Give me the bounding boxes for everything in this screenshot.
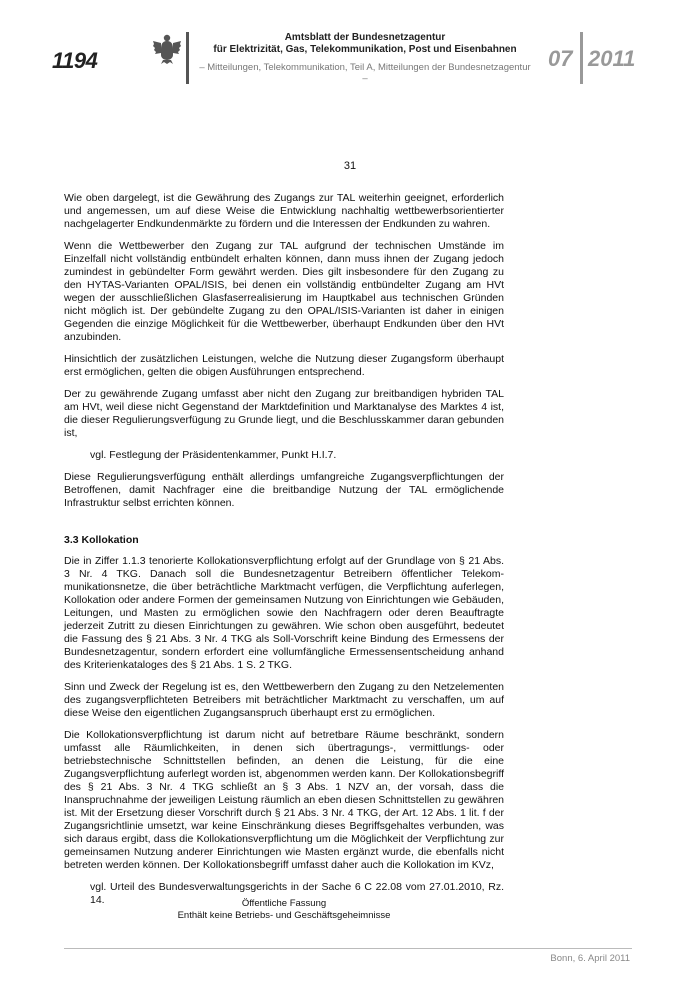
footer-note xyxy=(0,898,568,922)
section-heading: 3.3 Kollokation xyxy=(64,534,139,546)
page-number: 1194 xyxy=(52,48,98,73)
footer-line-no-secrets: Enthält keine Betriebs- und Geschäftsgeheimnisse xyxy=(177,910,391,921)
federal-eagle-icon xyxy=(152,33,182,65)
issue-number: 07 xyxy=(548,46,573,71)
issue-divider xyxy=(580,32,583,84)
paragraph: Wie oben dargelegt, ist die Gewährung des Zugangs zur TAL weiterhin geeignet, erforderlich und angemessen, um auf diese Weise die Entwicklung nachhaltig wettbewerbsorientierter nachgelagerter Endkundenmärkte zu fördern und die Interessen der Endkunden zu wahren. xyxy=(64,192,504,230)
paragraph: Der zu gewährende Zugang umfasst aber nicht den Zugang zur breitbandigen hybriden TAL am HVt, weil diese nicht Gegenstand der Marktdefinition und Marktanalyse des Marktes 4 ist, die dieser Regulierungsverfügung zu Grunde liegt, und die Beschlusskammer daran gebunden ist, xyxy=(64,388,504,439)
document-page-number: 31 xyxy=(343,160,357,172)
paragraph: Diese Regulierungsverfügung enthält allerdings umfangreiche Zugangsverpflichtungen der Betroffenen, damit Nachfrager eine die breitbandige Nutzung der TAL ermöglichende Infrastruktur selbst errichten können. xyxy=(64,471,504,509)
paragraph: Die in Ziffer 1.1.3 tenorierte Kollokationsverpflichtung erfolgt auf der Grundlage von § 21 Abs. 3 Nr. 4 TKG. Danach soll die Bundesnetzagentur Betreibern öffentlicher Telekom-munikationsnetze, die über beträchtliche Marktmacht verfügen, die Verpflichtung auferlegen, Kollokation oder andere Formen der gemeinsamen Nutzung von Einrichtungen wie Gebäuden, Leitungen, und Masten zu ermöglichen sowie den Nachfragern oder deren Beauftragte jederzeit Zutritt zu diesen Einrichtungen zu gewähren. Wie schon oben ausgeführt, bedeutet die Fassung des § 21 Abs. 3 Nr. 4 TKG als Soll-Vorschrift keine Bindung des Ermessens der Bundesnetzagentur, sondern erfordert eine vollumfängliche Ermessensentscheidung anhand des Kriterienkataloges des § 21 Abs. 1 S. 2 TKG. xyxy=(64,555,504,671)
paragraph: Wenn die Wettbewerber den Zugang zur TAL aufgrund der technischen Umstände im Einzelfall nicht vollständig entbündelt erhalten können, dann muss ihnen der Zugang jedoch zumindest in gebündelter Form gewährt werden. Dies gilt insbesondere für den Zugang zu den HYTAS-Varianten OPAL/ISIS, bei denen ein vollständig entbündelter Zugang am HVt wegen der ausschließlichen Glasfaserrealisierung im Hauptkabel aus technischen Gründen nicht möglich ist. Der gebündelte Zugang zu den OPAL/ISIS-Varianten ist daher in einigen Gegenden die einzige Möglichkeit für die Wettbewerber, überhaupt Endkunden über den HVt anzubinden. xyxy=(64,240,504,343)
gazette-title-line2: für Elektrizität, Gas, Telekommunikation, Post und Eisenbahnen xyxy=(213,44,517,55)
footer-line-public-version: Öffentliche Fassung xyxy=(241,898,327,909)
paragraph: Hinsichtlich der zusätzlichen Leistungen, welche die Nutzung dieser Zugangsform überhaupt erst ermöglichen, gelten die obigen Ausführungen entsprechend. xyxy=(64,353,504,378)
gazette-title-line1: Amtsblatt der Bundesnetzagentur xyxy=(284,32,446,43)
gazette-title xyxy=(196,32,534,56)
issue-year: 2011 xyxy=(588,46,636,71)
paragraph: Die Kollokationsverpflichtung ist darum nicht auf betretbare Räume beschränkt, sondern umfasst alle Räumlichkeiten, in denen sich übertragungs-, vermittlungs- oder betriebstechnische Schnittstellen befinden, an denen die Leistung, für die eine Zugangsverpflichtung auferlegt worden ist, abgenommen werden kann. Der Kollokationsbegriff des § 21 Abs. 3 Nr. 4 TKG schließt an § 3 Abs. 1 NZV an, der vorsah, dass die Inanspruchnahme der jeweiligen Leistung räumlich an eben diesen Schnittstellen zu gewähren ist. Mit der Ersetzung dieser Vorschrift durch § 21 Abs. 3 Nr. 4 TKG, der Art. 12 Abs. 1 lit. f der Zugangsrichtlinie umsetzt, war keine Einschränkung dieses Begriffsgehaltes verbunden, was sich daraus ergibt, dass die Kollokationsverpflichtung um die Möglichkeit der Verpflichtung zur gemeinsamen Nutzung anderer Einrichtungen wie Masten ergänzt wurde, die ebenfalls nicht betreten werden können. Der Kollokationsbegriff umfasst daher auch die Kollokation im KVz, xyxy=(64,729,504,871)
document-body xyxy=(64,192,504,916)
paragraph: Sinn und Zweck der Regelung ist es, den Wettbewerbern den Zugang zu den Netzelementen des zugangsverpflichteten Betreibers mit beträchtlicher Marktmacht zu verschaffen, um auf diese Weise den eigentlichen Zugangsanspruch überhaupt erst zu ermöglichen. xyxy=(64,681,504,719)
gazette-subtitle: – Mitteilungen, Telekommunikation, Teil A, Mitteilungen der Bundesnetzagentur – xyxy=(199,62,531,84)
footer-divider xyxy=(64,948,632,949)
citation: vgl. Urteil des Bundesverwaltungsgerichts in der Sache 6 C 22.08 vom 27.01.2010, Rz. 14. xyxy=(90,881,504,906)
header-divider xyxy=(186,32,189,84)
footer-date: Bonn, 6. April 2011 xyxy=(550,953,630,964)
citation: vgl. Festlegung der Präsidentenkammer, Punkt H.I.7. xyxy=(90,449,337,461)
